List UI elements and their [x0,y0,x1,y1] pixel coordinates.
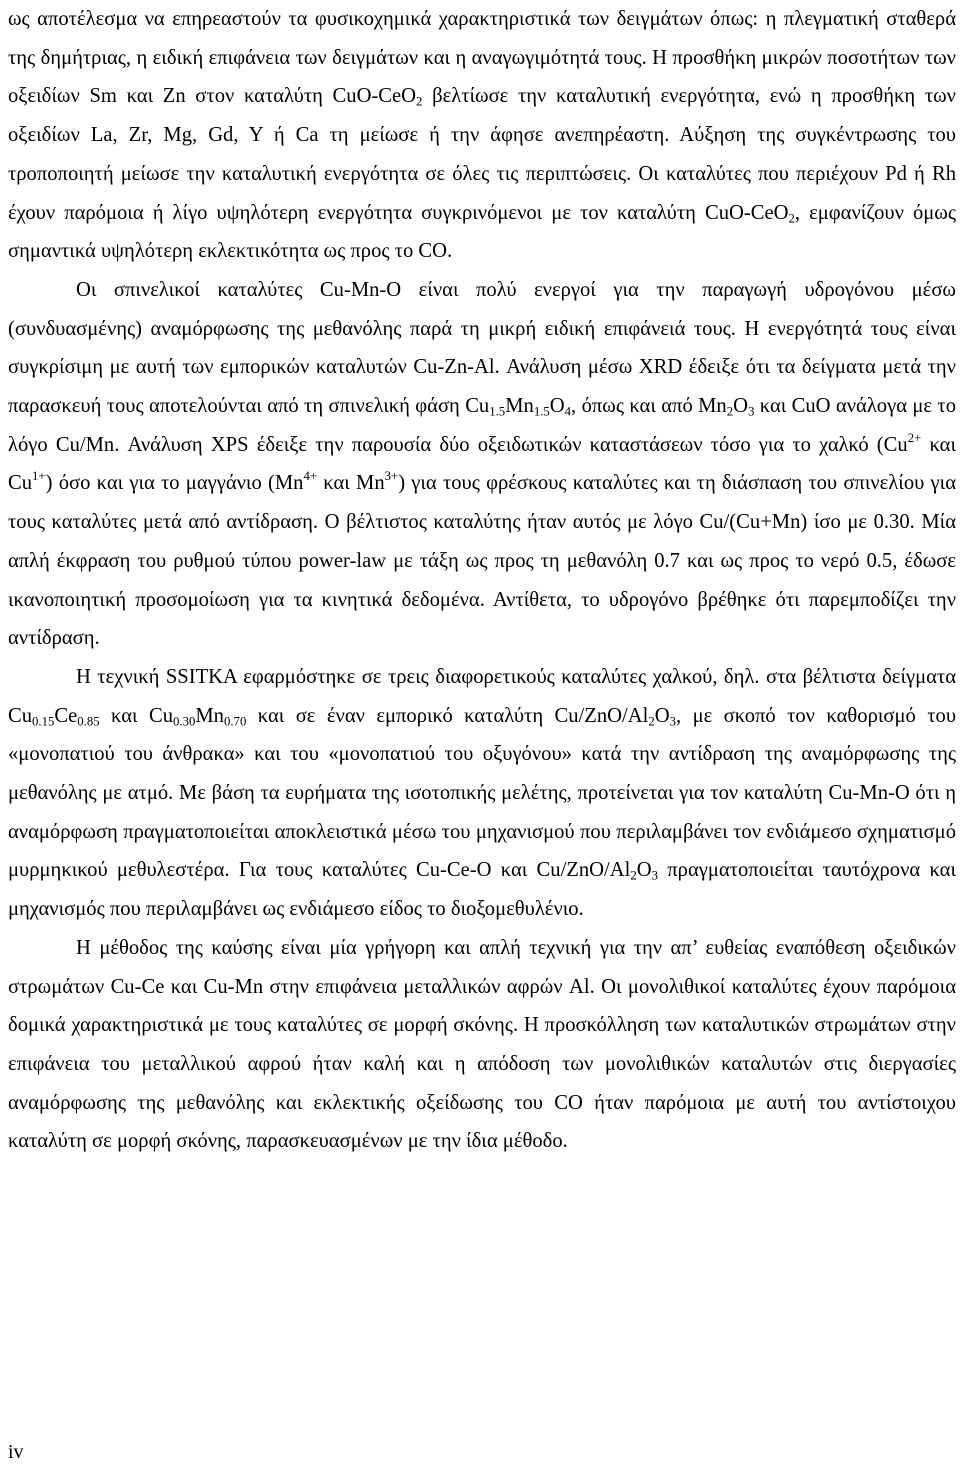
text-run: και CuO ανάλογα με το λόγο Cu/Mn. Ανάλυση XPS έδειξε την παρουσία δύο οξειδωτικών καταστάσεων τόσο για το χαλκό (Cu [8,395,957,456]
text-run: Η τεχνική SSITKA εφαρμόστηκε σε τρεις διαφορετικούς καταλύτες χαλκού, δηλ. στα βέλτιστα δείγματα Cu [8,665,956,727]
subscript: 2 [648,714,655,729]
subscript: 2 [788,211,795,226]
subscript: 1.5 [533,404,550,419]
text-run: βελτίωσε την καταλυτική ενεργότητα, ενώ η προσθήκη των οξειδίων La, Zr, Mg, Gd, Y ή Ca τη μείωσε ή την άφησε ανεπηρέαστη. Αύξηση της συγκέντρωσης του τροποποιητή μείωσε την καταλυτική ενεργότητα σε όλες τις περιπτώσεις. Οι καταλύτες που περιέχουν Pd ή Rh έχουν παρόμοια ή λίγο υψηλότερη ενεργότητα συγκρινόμενοι με τον καταλύτη CuO-CeO [8,85,956,224]
subscript: 0.70 [223,714,247,729]
text-run: και Mn [317,472,385,495]
subscript: 2 [416,94,423,109]
text-run: O [654,704,670,727]
subscript: 0.85 [77,714,100,729]
superscript: 1+ [32,469,46,484]
text-run: ) όσο και για το μαγγάνιο (Mn [45,472,304,495]
text-run: O [733,395,748,418]
text-run: O [549,395,565,418]
text-run: και σε έναν εμπορικό καταλύτη Cu/ZnO/Al [246,704,649,727]
text-run: , όπως και από Mn [571,395,727,418]
text-run: Η μέθοδος της καύσης είναι μία γρήγορη και απλή τεχνική για την απ’ ευθείας εναπόθεση οξειδικών στρωμάτων Cu-Ce και Cu-Mn στην επιφάνεια μεταλλικών αφρών Al. Οι μονολιθικοί καταλύτες έχουν παρόμοια δομικά χαρακτηριστικά με τους καταλύτες σε μορφή σκόνης. Η προσκόλληση των καταλυτικών στρωμάτων στην επιφάνεια του μεταλλικού αφρού ήταν καλή και η απόδοση των μονολιθικών καταλυτών στις διεργασίες αναμόρφωσης της μεθανόλης και εκλεκτικής οξείδωσης του CO ήταν παρόμοια με αυτή του αντίστοιχου καταλύτη σε μορφή σκόνης, παρασκευασμένων με την ίδια μέθοδο. [8,936,956,1153]
subscript: 3 [669,714,676,729]
text-run: , εμφανίζουν όμως σημαντικά υψηλότερη εκλεκτικότητα ως προς το CO. [8,201,956,263]
paragraph-3 [8,658,956,929]
paragraph-1 [8,0,956,271]
text-run: Mn [505,395,534,418]
subscript: 3 [651,869,659,884]
superscript: 2+ [907,430,922,445]
text-run: Οι σπινελικοί καταλύτες Cu-Mn-O είναι πολύ ενεργοί για την παραγωγή υδρογόνου μέσω (συνδυασμένης) αναμόρφωσης της μεθανόλης παρά τη μικρή ειδική επιφάνειά τους. Η ενεργότητά τους είναι συγκρίσιμη με αυτή των εμπορικών καταλυτών Cu-Zn-Al. Ανάλυση μέσω XRD έδειξε ότι τα δείγματα μετά την παρασκευή τους αποτελούνται από τη σπινελική φάση Cu [8,278,956,418]
text-run: Ce [54,704,78,727]
paragraph-2 [8,271,956,658]
subscript: 4 [564,404,572,419]
text-run: , με σκοπό τον καθορισμό του «μονοπατιού του άνθρακα» και του «μονοπατιού του οξυγόνου» κατά την αντίδραση της αναμόρφωσης της μεθανόλης με ατμό. Με βάση τα ευρήματα της ισοτοπικής μελέτης, προτείνεται για τον καταλύτη Cu-Mn-O ότι η αναμόρφωση πραγματοποιείται αποκλειστικά μέσω του μηχανισμού που περιλαμβάνει τον ενδιάμεσο σχηματισμό μυρμηκικού μεθυλεστέρα. Για τους καταλύτες Cu-Ce-O και Cu/ZnO/Al [8,704,957,882]
text-run: ) για τους φρέσκους καταλύτες και τη διάσπαση του σπινελίου για τους καταλύτες μετά από αντίδραση. Ο βέλτιστος καταλύτης ήταν αυτός με λόγο Cu/(Cu+Mn) ίσο με 0.30. Μία απλή έκφραση του ρυθμού τύπου power-law με τάξη ως προς τη μεθανόλη 0.7 και ως προς το νερό 0.5, έδωσε ικανοποιητική προσομοίωση για τα κινητικά δεδομένα. Αντίθετα, το υδρογόνο βρέθηκε ότι παρεμποδίζει την αντίδραση. [8,472,956,650]
text-run: και Cu [99,704,174,727]
text-run: ως αποτέλεσμα να επηρεαστούν τα φυσικοχημικά χαρακτηριστικά των δειγμάτων όπως: η πλεγματική σταθερά της δημήτριας, η ειδική επιφάνεια των δειγμάτων και η αναγωγιμότητά τους. Η προσθήκη μικρών ποσοτήτων των οξειδίων Sm και Zn στον καταλύτη CuO-CeO [8,8,956,108]
text-run: O [636,859,652,882]
paragraph-4 [8,929,956,1161]
document-page [8,0,956,1161]
subscript: 2 [726,404,734,419]
superscript: 4+ [303,469,318,484]
subscript: 3 [747,404,755,419]
text-run: και Cu [8,433,956,495]
subscript: 0.30 [173,714,196,729]
page-number: iv [8,1441,24,1463]
text-run: πραγματοποιείται ταυτόχρονα και μηχανισμός που περιλαμβάνει ως ενδιάμεσο είδος το διοξομεθυλένιο. [8,859,956,921]
subscript: 0.15 [32,714,55,729]
subscript: 1.5 [489,404,506,419]
text-run: Mn [195,704,224,727]
subscript: 2 [630,869,637,884]
superscript: 3+ [384,469,399,484]
